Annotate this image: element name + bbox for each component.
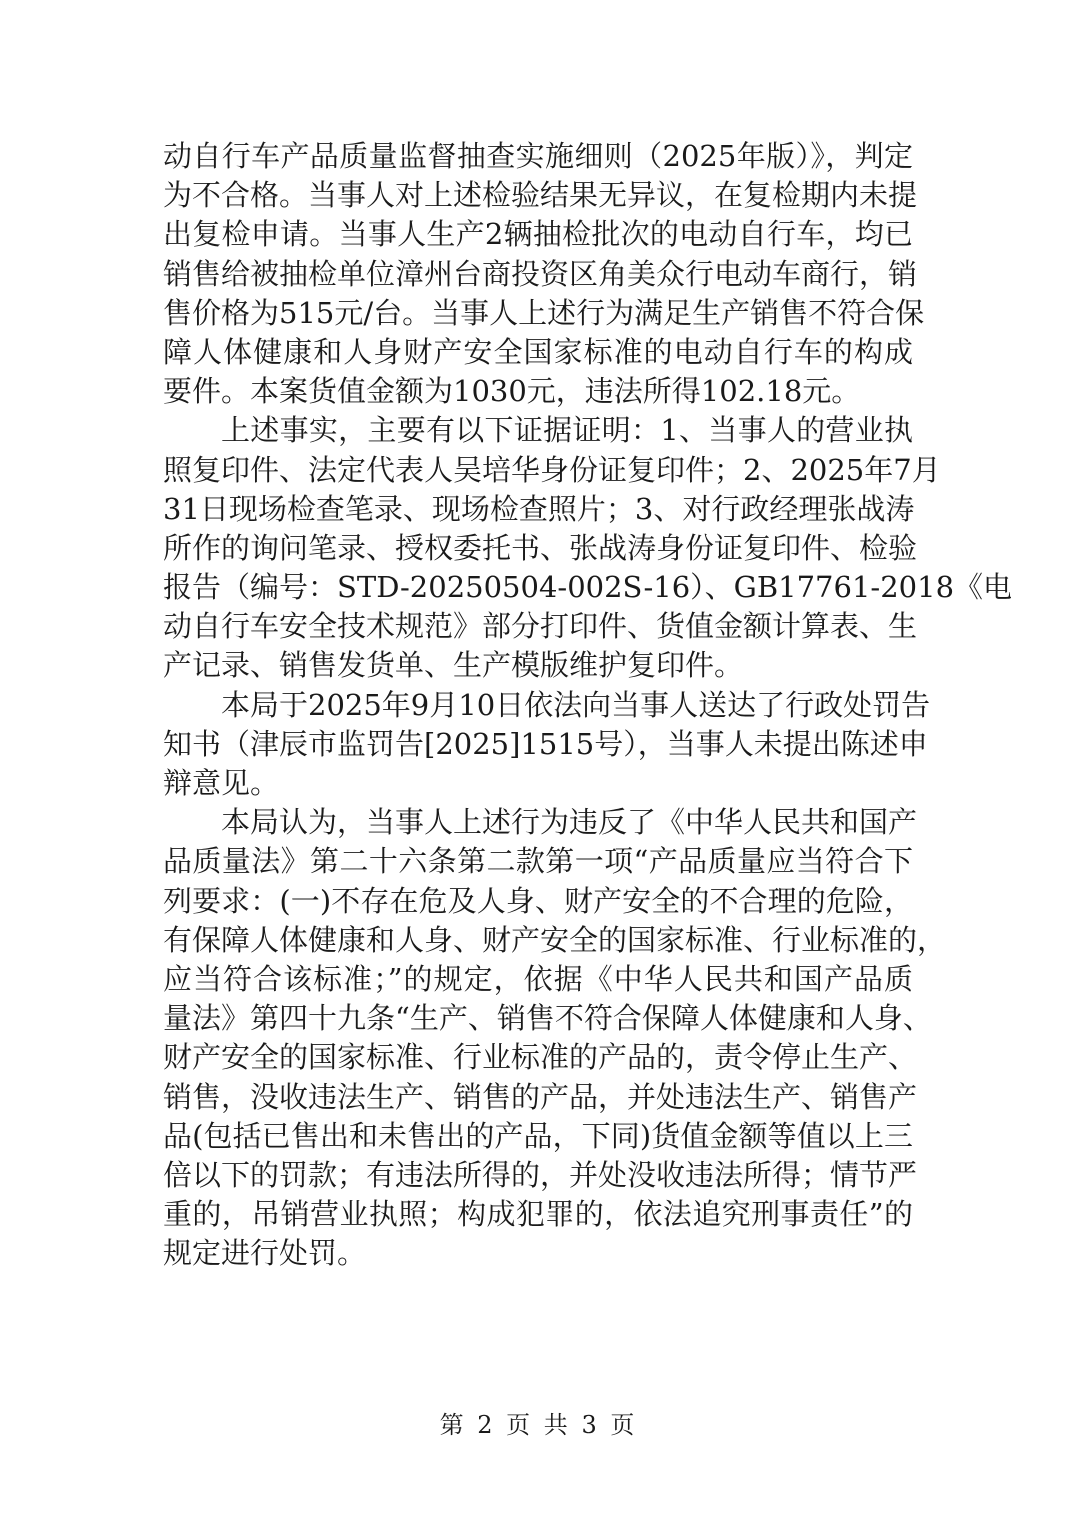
- text-line: 应当符合该标准；”的规定，依据《中华人民共和国产品质: [163, 961, 913, 996]
- paragraph-ruling: [163, 803, 947, 1273]
- paragraph-evidence: [163, 411, 1013, 685]
- text-line: 销售，没收违法生产、销售的产品，并处违法生产、销售产: [163, 1079, 918, 1114]
- text-line: 报告（编号：STD-20250504-002S-16）、GB17761-2018《电: [163, 570, 1013, 605]
- text-line: 品(包括已售出和未售出的产品，下同)货值金额等值以上三: [163, 1118, 913, 1153]
- text-line: 障人体健康和人身财产安全国家标准的电动自行车的构成: [163, 334, 913, 369]
- text-line: 财产安全的国家标准、行业标准的产品的，责令停止生产、: [163, 1040, 918, 1075]
- text-line: 倍以下的罚款；有违法所得的，并处没收违法所得；情节严: [163, 1157, 918, 1192]
- text-line: 出复检申请。当事人生产2辆抽检批次的电动自行车，均已: [163, 217, 913, 252]
- text-line: 动自行车安全技术规范》部分打印件、货值金额计算表、生: [163, 609, 918, 644]
- text-line: 品质量法》第二十六条第二款第一项“产品质量应当符合下: [163, 844, 913, 879]
- page-number-footer: 第 2 页 共 3 页: [439, 1411, 635, 1439]
- text-line: 为不合格。当事人对上述检验结果无异议，在复检期内未提: [163, 178, 918, 213]
- paragraph-notice: [163, 686, 931, 804]
- text-line: 销售给被抽检单位漳州台商投资区角美众行电动车商行，销: [163, 256, 918, 291]
- paragraph-facts-continued: [163, 137, 925, 411]
- text-line: 上述事实，主要有以下证据证明：1、当事人的营业执: [221, 413, 913, 448]
- text-line: 所作的询问笔录、授权委托书、张战涛身份证复印件、检验: [163, 530, 918, 565]
- text-line: 产记录、销售发货单、生产模版维护复印件。: [163, 648, 744, 683]
- text-line: 31日现场检查笔录、现场检查照片；3、对行政经理张战涛: [163, 491, 915, 526]
- text-line: 本局认为，当事人上述行为违反了《中华人民共和国产: [221, 805, 918, 840]
- text-line: 规定进行处罚。: [163, 1236, 367, 1271]
- text-line: 列要求：(一)不存在危及人身、财产安全的不合理的危险，: [163, 883, 913, 918]
- text-line: 重的，吊销营业执照；构成犯罪的，依法追究刑事责任”的: [163, 1197, 913, 1232]
- document-page: [163, 137, 1013, 1273]
- text-line: 辩意见。: [163, 766, 280, 800]
- text-line: 本局于2025年9月10日依法向当事人送达了行政处罚告: [221, 687, 931, 722]
- text-line: 知书（津辰市监罚告[2025]1515号），当事人未提出陈述申: [163, 726, 928, 761]
- text-line: 动自行车产品质量监督抽查实施细则（2025年版）》，判定: [163, 139, 913, 173]
- text-line: 有保障人体健康和人身、财产安全的国家标准、行业标准的，: [163, 922, 947, 957]
- text-line: 量法》第四十九条“生产、销售不符合保障人体健康和人身、: [163, 1001, 932, 1036]
- text-line: 售价格为515元/台。当事人上述行为满足生产销售不符合保: [163, 295, 925, 330]
- text-line: 照复印件、法定代表人吴培华身份证复印件；2、2025年7月: [163, 452, 941, 487]
- text-line: 要件。本案货值金额为1030元，违法所得102.18元。: [163, 374, 861, 409]
